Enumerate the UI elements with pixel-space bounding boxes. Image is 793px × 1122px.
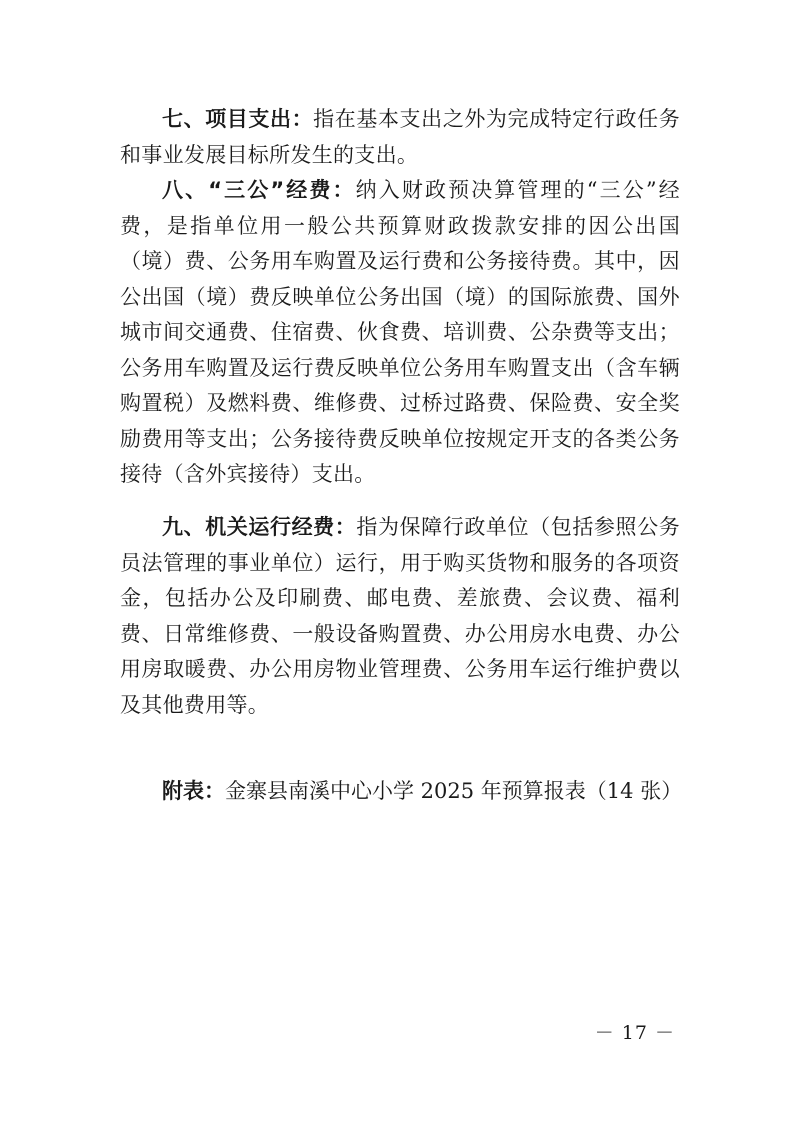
section-body: 指在基本支出之外为完成特定行政任务和事业发展目标所发生的支出。 <box>120 107 680 167</box>
section-agency-operating-expenses <box>120 510 680 723</box>
attachment-label: 附表： <box>162 779 225 803</box>
attachment-text: 金寨县南溪中心小学 2025 年预算报表（14 张） <box>225 779 683 803</box>
section-term: 九、机关运行经费： <box>162 515 357 539</box>
section-three-public-expenses <box>120 173 680 493</box>
section-term: 七、项目支出： <box>162 107 314 131</box>
page-number: － 17 － <box>594 1022 675 1044</box>
section-body: 纳入财政预决算管理的“三公”经费，是指单位用一般公共预算财政拨款安排的因公出国（境）费、公务用车购置及运行费和公务接待费。其中，因公出国（境）费反映单位公务出国（境）的国际旅费、国外城市间交通费、住宿费、伙食费、培训费、公杂费等支出；公务用车购置及运行费反映单位公务用车购置支出（含车辆购置税）及燃料费、维修费、过桥过路费、保险费、安全奖励费用等支出；公务接待费反映单位按规定开支的各类公务接待（含外宾接待）支出。 <box>120 178 680 486</box>
attachment-note <box>120 774 720 810</box>
section-term: 八、“三公”经费： <box>162 178 356 202</box>
section-project-expenditure <box>120 102 680 173</box>
section-body: 指为保障行政单位（包括参照公务员法管理的事业单位）运行，用于购买货物和服务的各项资金，包括办公及印刷费、邮电费、差旅费、会议费、福利费、日常维修费、一般设备购置费、办公用房水电费、办公用房取暖费、办公用房物业管理费、公务用车运行维护费以及其他费用等。 <box>120 515 680 717</box>
